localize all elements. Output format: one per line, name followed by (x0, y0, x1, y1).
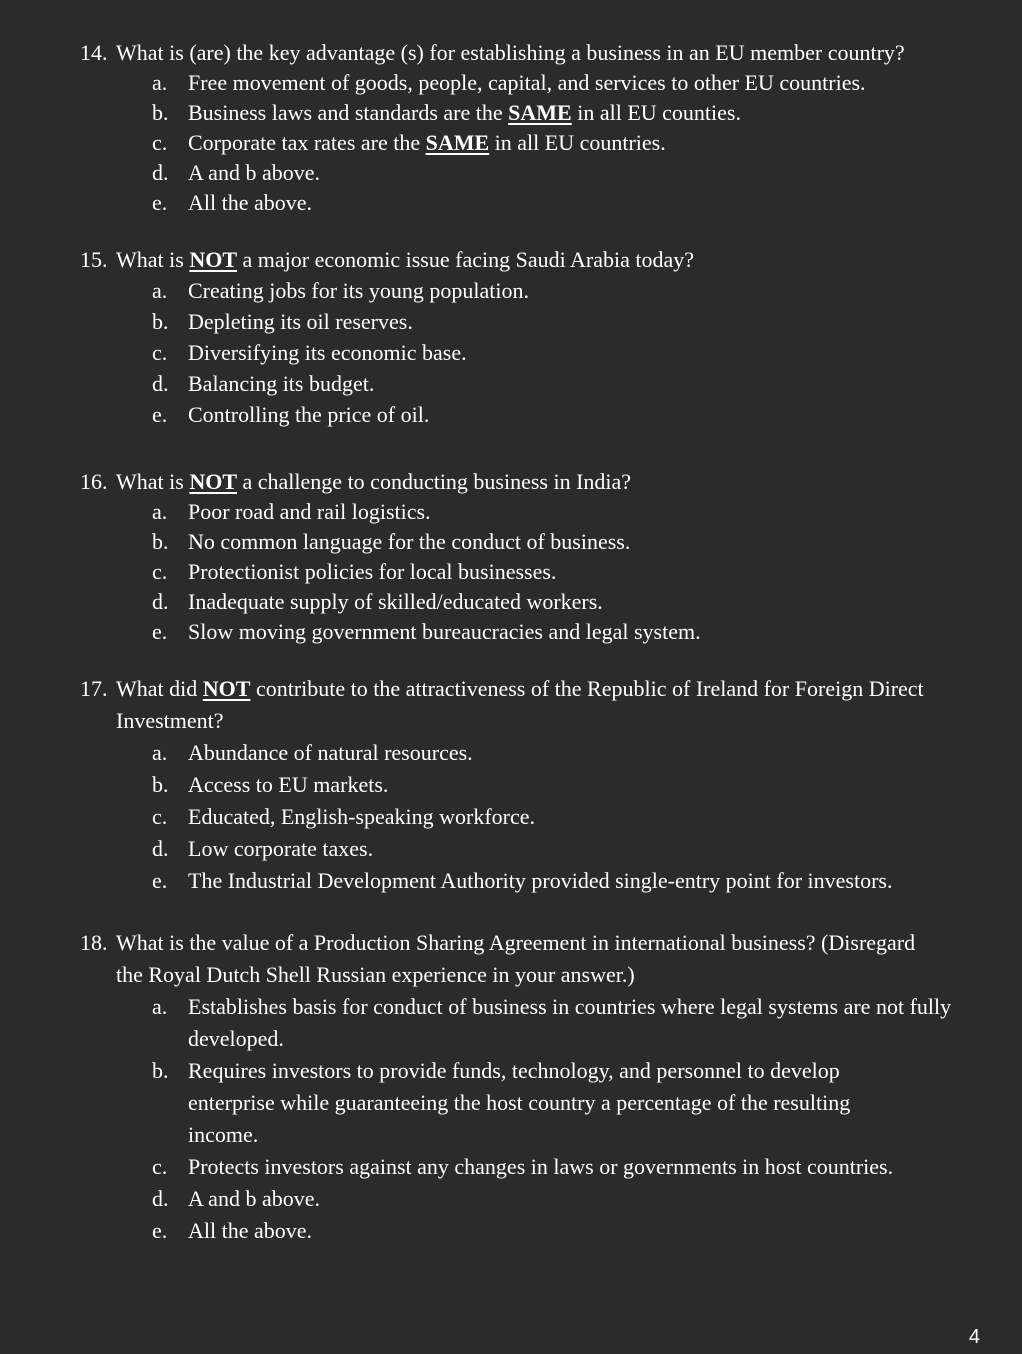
option-e: e. All the above. (152, 190, 313, 215)
option-d: d. Inadequate supply of skilled/educated workers. (152, 589, 603, 614)
option-b: b. Requires investors to provide funds, technology, and personnel to develop enterprise while guaranteeing the host country a percentage of the resulting income. (152, 1058, 851, 1147)
option-e: e. All the above. (152, 1218, 313, 1243)
question-text: 15. What is NOT a major economic issue facing Saudi Arabia today? (80, 245, 980, 275)
emphasis-same: SAME (508, 100, 572, 125)
emphasis-not: NOT (189, 247, 238, 272)
option-list (80, 991, 980, 1247)
option-list (80, 275, 980, 430)
option-list (80, 497, 980, 647)
question-number: 18. (80, 930, 108, 955)
option-a: a. Creating jobs for its young population. (152, 278, 529, 303)
question-text: 17. What did NOT contribute to the attractiveness of the Republic of Ireland for Foreign Direct Investment? (80, 673, 960, 737)
option-c: c. Protects investors against any changes in laws or governments in host countries. (152, 1154, 894, 1179)
question-number: 15. (80, 247, 108, 272)
question-text: 18. What is the value of a Production Sharing Agreement in international business? (Disregard the Royal Dutch Shell Russian experience in your answer.) (80, 927, 936, 991)
option-d: d. Low corporate taxes. (152, 836, 374, 861)
option-c: c. Protectionist policies for local businesses. (152, 559, 557, 584)
option-a: a. Establishes basis for conduct of business in countries where legal systems are not fully developed. (152, 994, 952, 1051)
option-a: a. Free movement of goods, people, capital, and services to other EU countries. (152, 70, 866, 95)
question-15 (80, 245, 980, 430)
question-17 (80, 673, 960, 897)
question-16 (80, 467, 980, 647)
option-b: b. Depleting its oil reserves. (152, 309, 413, 334)
question-number: 17. (80, 676, 108, 701)
option-list (80, 737, 960, 897)
question-text: 16. What is NOT a challenge to conducting business in India? (80, 467, 980, 497)
question-text: 14. What is (are) the key advantage (s) for establishing a business in an EU member country? (80, 38, 980, 68)
option-a: a. Poor road and rail logistics. (152, 499, 431, 524)
question-18 (80, 927, 980, 1247)
question-number: 14. (80, 40, 108, 65)
option-b: b. Access to EU markets. (152, 772, 389, 797)
option-c: c. Diversifying its economic base. (152, 340, 467, 365)
option-b: b. No common language for the conduct of business. (152, 529, 631, 554)
option-c: c. Educated, English-speaking workforce. (152, 804, 535, 829)
option-e: e. The Industrial Development Authority provided single-entry point for investors. (152, 868, 893, 893)
option-b: b. Business laws and standards are the SAME in all EU counties. (152, 100, 741, 125)
emphasis-same: SAME (425, 130, 490, 155)
option-e: e. Controlling the price of oil. (152, 402, 430, 427)
option-d: d. A and b above. (152, 160, 320, 185)
question-14 (80, 38, 980, 218)
option-list (80, 68, 980, 218)
option-a: a. Abundance of natural resources. (152, 740, 473, 765)
page-number: 4 (968, 1326, 980, 1348)
option-e: e. Slow moving government bureaucracies and legal system. (152, 619, 701, 644)
option-d: d. Balancing its budget. (152, 371, 375, 396)
question-number: 16. (80, 469, 108, 494)
option-d: d. A and b above. (152, 1186, 320, 1211)
emphasis-not: NOT (202, 676, 251, 701)
option-c: c. Corporate tax rates are the SAME in all EU countries. (152, 130, 666, 155)
emphasis-not: NOT (189, 469, 238, 494)
